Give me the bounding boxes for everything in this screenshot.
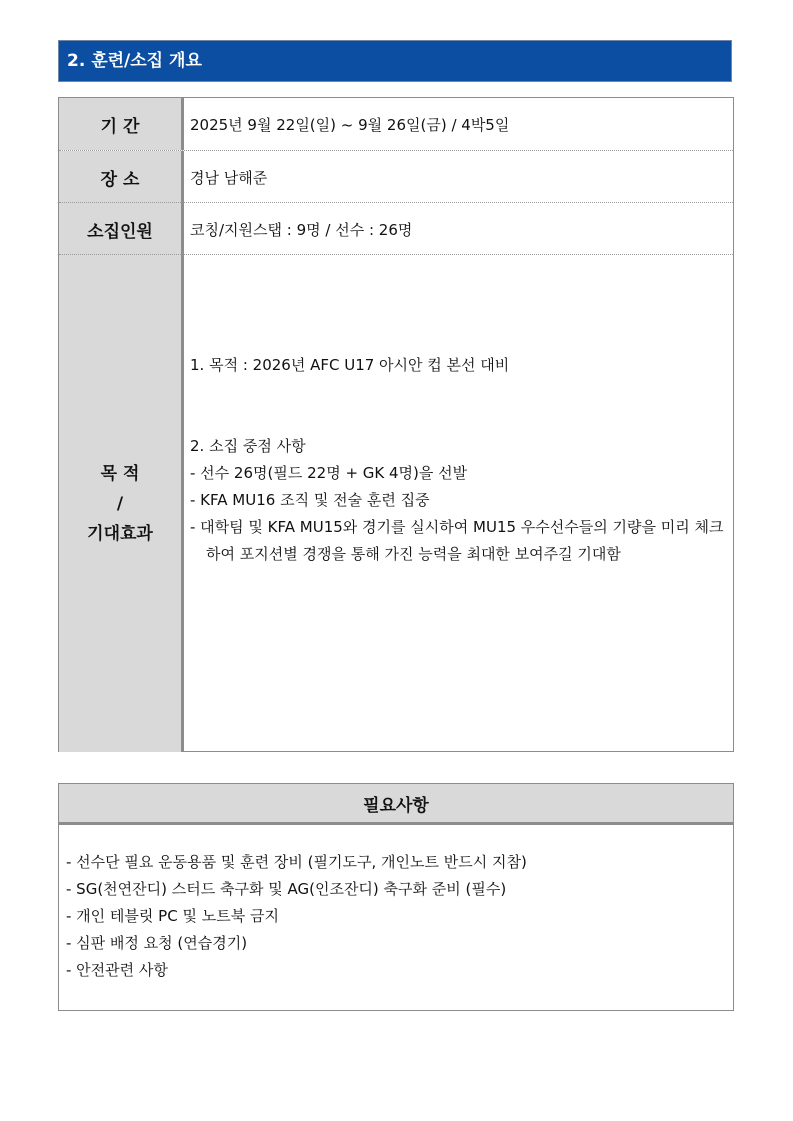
requirements-list [66,849,725,984]
requirement-item: - 안전관련 사항 [66,961,168,979]
place-label: 장 소 [59,151,184,203]
requirement-item: - SG(천연잔디) 스터드 축구화 및 AG(인조잔디) 축구화 준비 (필수) [66,880,507,898]
focus-title: 2. 소집 중점 사항 [190,437,306,455]
requirements-title: 필요사항 [59,784,733,825]
members-label: 소집인원 [59,203,184,255]
purpose-row [59,254,733,752]
purpose-label-line3: 기대효과 [87,523,153,544]
requirement-item: - 심판 배정 요청 (연습경기) [66,934,248,952]
purpose-label [59,255,184,752]
period-label: 기 간 [59,98,184,150]
place-value: 경남 남해준 [190,168,268,187]
requirements-box [58,783,734,1011]
focus-item: - 대학팀 및 KFA MU15와 경기를 실시하여 MU15 우수선수들의 기량을 미리 체크하여 포지션별 경쟁을 통해 가진 능력을 최대한 보여주길 기대함 [190,518,724,563]
period-value: 2025년 9월 22일(일) ~ 9월 26일(금) / 4박5일 [190,115,510,134]
requirement-item: - 개인 테블릿 PC 및 노트북 금지 [66,907,279,925]
members-row [59,202,733,255]
purpose-goal: 1. 목적 : 2026년 AFC U17 아시안 컵 본선 대비 [190,356,510,374]
place-row [59,150,733,203]
requirement-item: - 선수단 필요 운동용품 및 훈련 장비 (필기도구, 개인노트 반드시 지참) [66,853,527,871]
section-title: 2. 훈련/소집 개요 [58,40,732,82]
members-value: 코칭/지원스탭 : 9명 / 선수 : 26명 [190,220,413,239]
focus-item: - 선수 26명(필드 22명 + GK 4명)을 선발 [190,464,468,482]
purpose-label-line1: 목 적 [100,463,140,484]
overview-table [58,97,734,752]
purpose-label-line2: / [116,493,124,514]
period-row [59,98,733,150]
focus-item: - KFA MU16 조직 및 전술 훈련 집중 [190,491,430,509]
purpose-content [190,352,725,568]
